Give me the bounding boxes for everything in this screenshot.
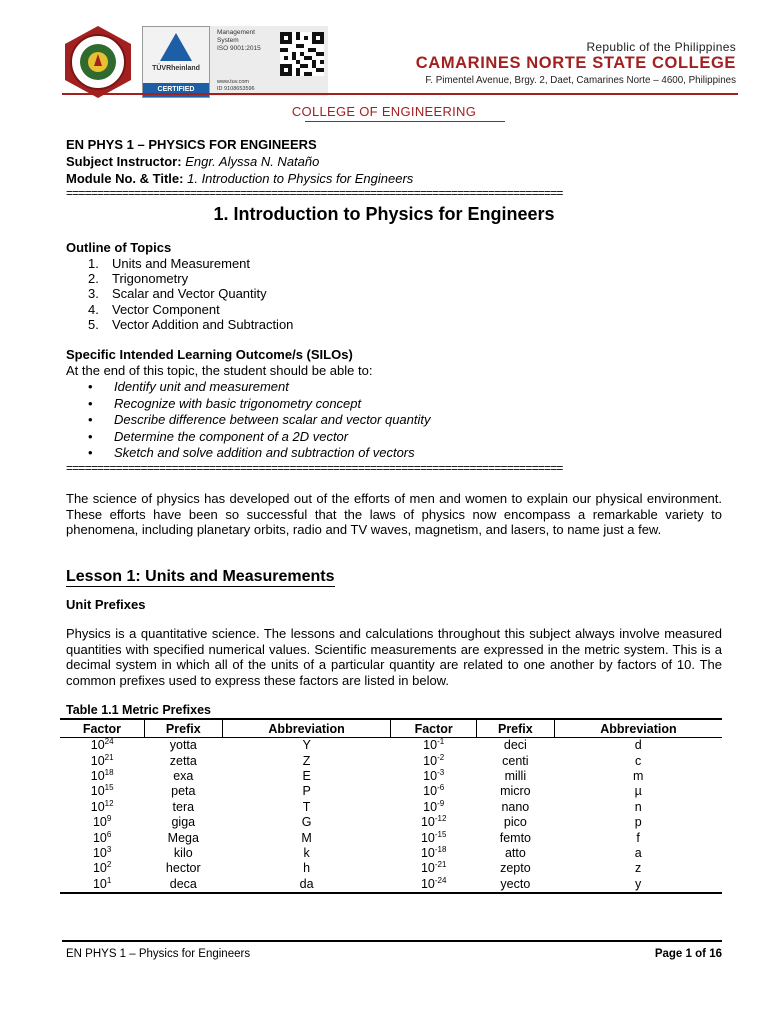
metric-prefix-table (60, 718, 722, 894)
abbr-cell: d (634, 738, 642, 753)
item-text: Vector Addition and Subtraction (112, 316, 294, 332)
factor-cell: $10^3$ (92, 844, 112, 860)
abbr-cell: P (302, 784, 311, 799)
abbr-cell: M (301, 830, 312, 845)
iso-line: System (217, 37, 239, 44)
course-title: EN PHYS 1 – PHYSICS FOR ENGINEERS (66, 137, 317, 152)
prefix-cell: Mega (167, 830, 199, 845)
item-number: 5. (88, 316, 99, 332)
abbr-cell: k (303, 845, 310, 860)
prefix-cell: yotta (169, 738, 197, 753)
prefix-cell: centi (502, 753, 529, 768)
factor-cell: $10^{-9}$ (423, 798, 445, 814)
column-header: Prefix (476, 719, 554, 738)
silo-list (66, 379, 431, 462)
table-header-row (60, 719, 722, 738)
item-number: 1. (88, 256, 99, 271)
abbr-cell: µ (634, 784, 642, 799)
prefix-cell: exa (173, 768, 194, 783)
bullet-icon: • (88, 412, 93, 427)
abbr-cell: z (635, 861, 642, 876)
list-item (66, 286, 293, 301)
factor-cell: $10^2$ (92, 860, 112, 876)
lesson-paragraph: Physics is a quantitative science. The lessons and calculations throughout this subject always involve measured quantities with specified numerical values. Scientific measurements are expressed in the metric system. This is a decimal system in which all of the units of a particular quantity are related to one another by factors of 10. The common prefixes used to express these factors are listed in below. (66, 626, 722, 688)
factor-cell: $10^{15}$ (90, 783, 114, 799)
college-name: CAMARINES NORTE STATE COLLEGE (415, 54, 736, 72)
prefix-cell: deca (144, 877, 222, 893)
prefix-cell: peta (171, 784, 196, 799)
iso-text (217, 29, 261, 53)
unit-prefixes-heading: Unit Prefixes (66, 597, 146, 612)
table-row (60, 815, 722, 830)
page-title: 1. Introduction to Physics for Engineers (213, 204, 555, 224)
department-underline (305, 121, 505, 122)
prefix-cell: kilo (173, 845, 193, 860)
iso-line: Management (217, 29, 255, 36)
prefix-cell: giga (171, 815, 196, 830)
prefix-cell: femto (499, 830, 531, 845)
cert-web: www.tuv.com (217, 79, 249, 85)
header-divider (62, 93, 738, 95)
prefix-cell: yecto (476, 877, 554, 893)
factor-cell: $10^{-3}$ (423, 767, 445, 783)
table-row (60, 738, 722, 754)
iso-certification-box (210, 26, 328, 96)
prefix-cell: milli (504, 768, 527, 783)
iso-web-id (217, 79, 255, 93)
table-row (60, 800, 722, 815)
list-item (66, 256, 293, 271)
tuv-certification-badge (142, 26, 210, 98)
item-number: 2. (88, 271, 99, 287)
factor-cell: $10^9$ (92, 814, 112, 830)
item-text: Vector Component (112, 301, 220, 317)
bullet-icon: • (88, 395, 93, 411)
footer-course: EN PHYS 1 – Physics for Engineers (66, 948, 251, 960)
table-row (60, 753, 722, 768)
cert-brand: TÜVRheinland (152, 65, 200, 72)
abbr-cell: p (634, 815, 642, 830)
abbr-cell: f (636, 830, 640, 845)
separator-line: ================================================================================ (66, 463, 563, 473)
table-row (60, 784, 722, 799)
factor-cell: $10^1$ (60, 877, 144, 893)
prefix-cell: zepto (500, 861, 531, 876)
bullet-icon: • (88, 445, 93, 460)
prefix-cell: zetta (169, 753, 197, 768)
item-text: Describe difference between scalar and vector quantity (114, 412, 431, 427)
module-row (66, 171, 413, 186)
abbr-cell: a (634, 845, 642, 860)
prefix-cell: deci (503, 738, 527, 753)
item-number: 4. (88, 301, 99, 317)
list-item (66, 412, 431, 429)
factor-cell: $10^{12}$ (90, 798, 114, 814)
module-title: 1. Introduction to Physics for Engineers (187, 171, 414, 186)
table-caption: Table 1.1 Metric Prefixes (66, 703, 211, 717)
abbr-cell: y (554, 877, 722, 893)
factor-cell: $10^{-12}$ (420, 814, 447, 830)
outline-list (66, 256, 293, 332)
table-row (60, 769, 722, 784)
page-current: 1 (685, 948, 692, 960)
column-header: Abbreviation (554, 719, 722, 738)
abbr-cell: n (634, 799, 642, 814)
prefix-cell: hector (165, 861, 201, 876)
module-label: Module No. & Title: (66, 171, 184, 186)
column-header: Abbreviation (222, 719, 391, 738)
column-header: Factor (60, 719, 144, 738)
abbr-cell: Y (302, 738, 311, 753)
abbr-cell: h (303, 861, 311, 876)
item-text: Recognize with basic trigonometry concept (114, 395, 362, 411)
tuv-triangle-icon (160, 33, 192, 61)
abbr-cell: Z (302, 753, 311, 768)
silo-heading: Specific Intended Learning Outcome/s (SILOs) (66, 347, 353, 362)
factor-cell: $10^{21}$ (90, 752, 114, 768)
factor-cell: $10^{18}$ (90, 767, 114, 783)
column-header: Prefix (144, 719, 222, 738)
iso-line: ISO 9001:2015 (217, 45, 261, 52)
prefix-cell: nano (501, 799, 530, 814)
college-address: F. Pimentel Avenue, Brgy. 2, Daet, Camarines Norte – 4600, Philippines (425, 75, 736, 86)
list-item (66, 396, 431, 413)
outline-heading: Outline of Topics (66, 240, 172, 255)
item-text: Sketch and solve addition and subtraction of vectors (114, 445, 415, 460)
abbr-cell: da (222, 877, 391, 893)
factor-cell: $10^{-1}$ (423, 737, 445, 753)
bullet-icon: • (88, 379, 93, 394)
factor-cell: $10^6$ (92, 829, 112, 845)
list-item (66, 271, 293, 286)
instructor-row (66, 154, 319, 169)
cert-badge: CERTIFIED (143, 83, 209, 97)
list-item (66, 429, 431, 446)
page-of: of (695, 948, 706, 960)
prefix-cell: atto (504, 845, 526, 860)
item-text: Scalar and Vector Quantity (112, 286, 267, 302)
factor-cell: $10^{-15}$ (420, 829, 447, 845)
abbr-cell: E (302, 768, 311, 783)
table-row (60, 877, 722, 893)
abbr-cell: G (301, 815, 312, 830)
college-seal-logo (60, 24, 136, 100)
page-label: Page (654, 948, 683, 960)
prefix-cell: micro (500, 784, 531, 799)
list-item (66, 317, 293, 332)
item-number: 3. (88, 286, 99, 302)
abbr-cell: T (302, 799, 311, 814)
table-row (60, 830, 722, 845)
instructor-label: Subject Instructor: (66, 154, 182, 169)
item-text: Determine the component of a 2D vector (114, 428, 349, 444)
department-name: COLLEGE OF ENGINEERING (291, 104, 477, 119)
lesson-title: Lesson 1: Units and Measurements (66, 568, 335, 585)
factor-cell: $10^{-24}$ (391, 877, 476, 893)
item-text: Trigonometry (112, 271, 189, 287)
bullet-icon: • (88, 428, 93, 444)
table-row (60, 846, 722, 861)
abbr-cell: m (632, 768, 644, 783)
page-total: 16 (709, 948, 722, 960)
page-number (655, 948, 722, 960)
column-header: Factor (391, 719, 476, 738)
factor-cell: $10^{-21}$ (420, 860, 447, 876)
item-text: Identify unit and measurement (114, 379, 289, 394)
instructor-name: Engr. Alyssa N. Nataño (185, 154, 320, 169)
republic-label: Republic of the Philippines (586, 40, 736, 54)
abbr-cell: c (635, 753, 642, 768)
factor-cell: $10^{24}$ (90, 737, 114, 753)
factor-cell: $10^{-18}$ (420, 844, 447, 860)
prefix-cell: pico (503, 815, 527, 830)
cert-id: ID 9108653596 (217, 86, 255, 92)
separator-line: ================================================================================ (66, 188, 563, 198)
item-text: Units and Measurement (112, 256, 251, 271)
table-row (60, 861, 722, 876)
list-item (66, 445, 431, 462)
prefix-cell: tera (172, 799, 195, 814)
factor-cell: $10^{-2}$ (423, 752, 445, 768)
intro-paragraph: The science of physics has developed out of the efforts of men and women to explain our physical environment. These efforts have been so successful that the laws of physics now encompass a remarkable variety to phenomena, including planetary orbits, radio and TV waves, magnetism, and lasers, to name just a few. (66, 491, 722, 537)
silo-intro: At the end of this topic, the student should be able to: (66, 363, 373, 378)
list-item (66, 302, 293, 317)
factor-cell: $10^{-6}$ (423, 783, 445, 799)
list-item (66, 379, 431, 396)
footer-divider (62, 940, 722, 942)
qr-code-icon (280, 32, 324, 76)
